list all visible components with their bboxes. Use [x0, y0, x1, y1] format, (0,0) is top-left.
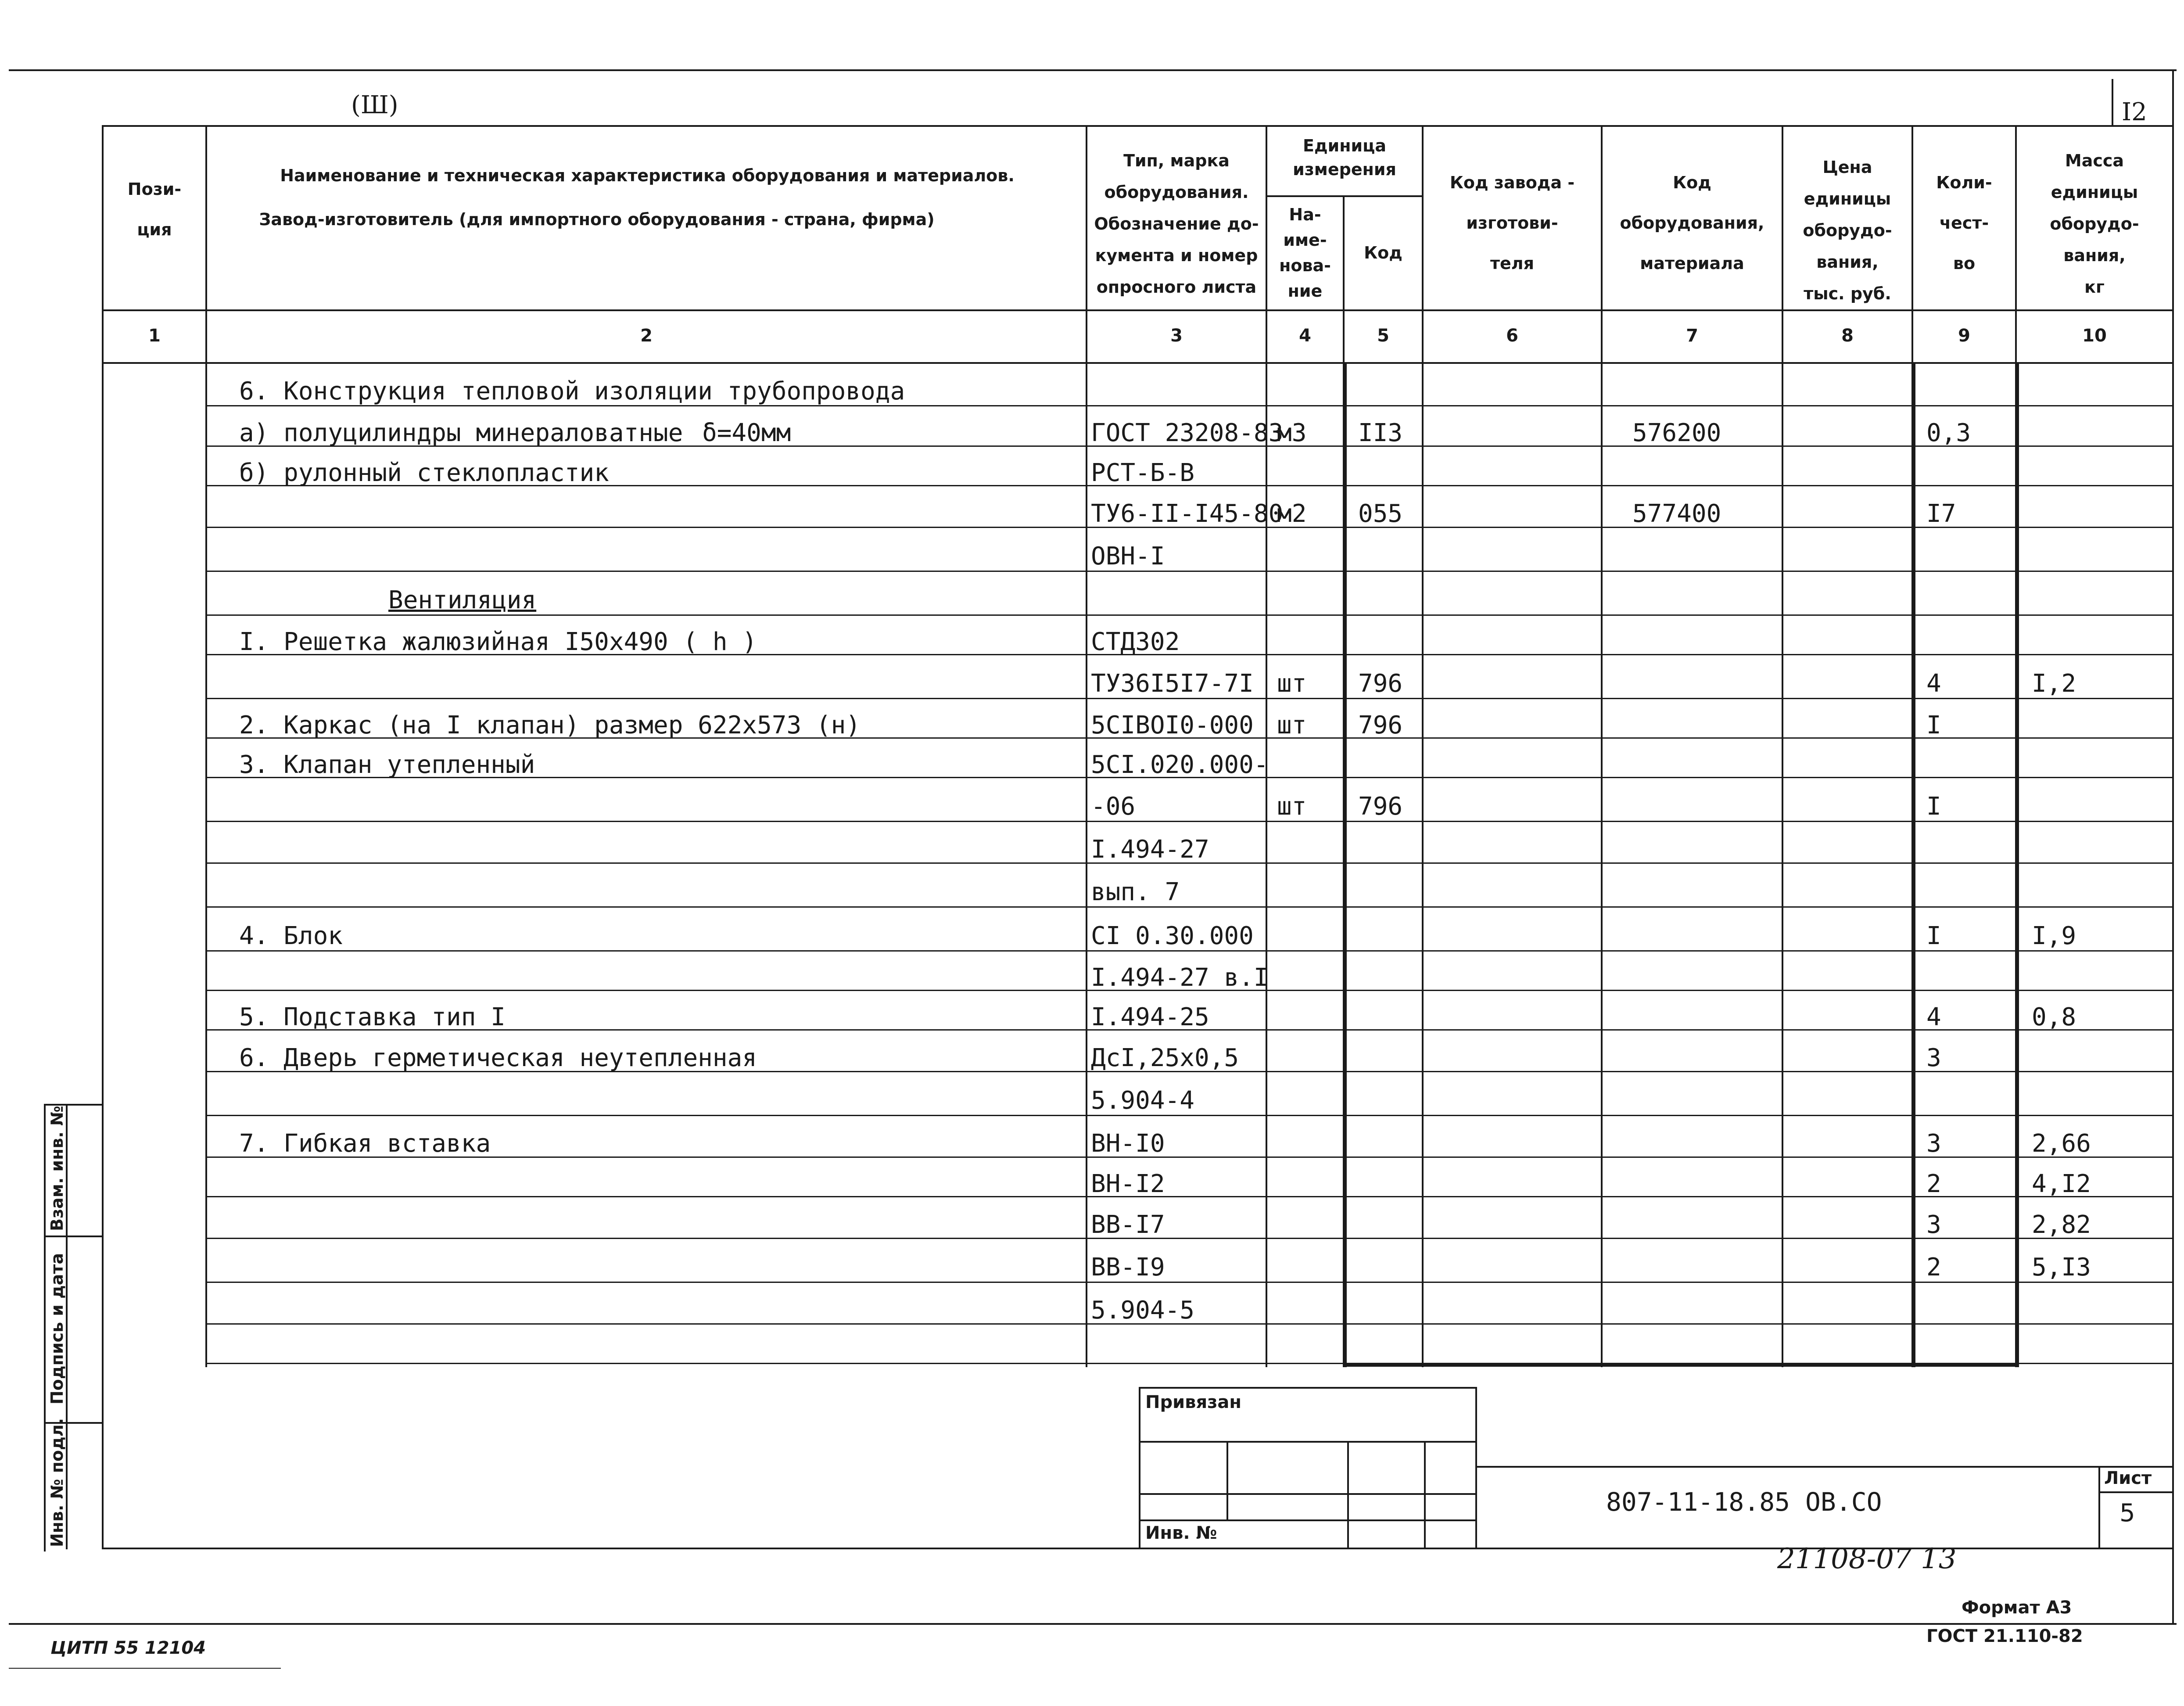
- cell-qty: 2: [1926, 1170, 1941, 1198]
- cell-qty: 4: [1926, 1003, 1941, 1031]
- cell-unit: м3: [1277, 419, 1307, 447]
- cell-name: 6. Дверь герметическая неутепленная: [239, 1044, 757, 1072]
- colnum-5: 5: [1377, 326, 1389, 346]
- footer-gost: ГОСТ 21.110-82: [1926, 1626, 2083, 1646]
- footer-underline: [9, 1668, 281, 1669]
- cell-type: 5CIBOI0-000: [1091, 711, 1254, 740]
- cell-qty: 2: [1926, 1253, 1941, 1282]
- hdr-quantity: Коли- чест- во: [1936, 173, 1992, 273]
- hdr-mass: Масса единицы оборудо- вания, кг: [2050, 151, 2139, 297]
- thick-col5-left: [1343, 362, 1347, 1367]
- stamp-row1: [1139, 1441, 1477, 1443]
- hdr-price: Цена единицы оборудо- вания, тыс. руб.: [1803, 158, 1892, 303]
- cell-type: ВН-I2: [1091, 1170, 1165, 1198]
- stamp-doc-code: 807-11-18.85 ОВ.СО: [1606, 1487, 1882, 1517]
- hdr-factory-code: Код завода - изготови- теля: [1449, 173, 1575, 273]
- stamp-row2: [1139, 1493, 1477, 1495]
- frame-bottom-line: [9, 1623, 2177, 1625]
- cell-qty: I: [1926, 922, 1941, 950]
- hdr-name-line1: Наименование и техническая характеристика оборудования и материалов.: [280, 166, 1015, 185]
- cell-type: -06: [1091, 792, 1136, 821]
- colnum-10: 10: [2082, 326, 2107, 346]
- footer-citp: ЦИТП 55 12104: [50, 1638, 206, 1658]
- colnum-1: 1: [148, 326, 161, 346]
- cell-name: 3. Клапан утепленный: [239, 751, 535, 779]
- cell-name: 5. Подставка тип I: [239, 1003, 506, 1031]
- numbers-bottom: [102, 362, 2172, 364]
- unit-subdivider: [1266, 195, 1422, 197]
- cell-code: 796: [1358, 669, 1403, 698]
- cell-type: ОВН-I: [1091, 542, 1165, 571]
- colnum-9: 9: [1958, 326, 1970, 346]
- section-mark: (Ш): [351, 91, 398, 119]
- row-divider: [205, 571, 2172, 572]
- cell-type: 5.904-4: [1091, 1086, 1195, 1115]
- table-top: [102, 125, 2172, 127]
- cell-mass: 0,8: [2032, 1003, 2076, 1031]
- colnum-2: 2: [640, 326, 653, 346]
- stamp-left: [1139, 1387, 1140, 1548]
- cell-unit: шт: [1277, 792, 1307, 821]
- col6-left: [1422, 362, 1424, 1367]
- cell-type: ГОСТ 23208-83: [1091, 419, 1284, 447]
- row-divider: [205, 1238, 2172, 1239]
- row-divider: [205, 950, 2172, 952]
- side-strip-left: [44, 1104, 46, 1552]
- footer-format: Формат А3: [1962, 1598, 2072, 1618]
- cell-name: 6. Конструкция тепловой изоляции трубопровода: [239, 377, 905, 406]
- side-label-podpis: Подпись и дата: [47, 1253, 67, 1404]
- cell-type: I.494-27: [1091, 835, 1209, 864]
- row-divider: [205, 1196, 2172, 1197]
- cell-code: 796: [1358, 792, 1403, 821]
- row-divider: [205, 821, 2172, 822]
- colnum-7: 7: [1686, 326, 1698, 346]
- colnum-8: 8: [1841, 326, 1854, 346]
- stamp-privyazan-label: Привязан: [1145, 1392, 1242, 1412]
- cell-mat: 576200: [1632, 419, 1721, 447]
- cell-name: 4. Блок: [239, 922, 343, 950]
- row-divider: [205, 1156, 2172, 1158]
- hdr-unit: Единица измерения: [1293, 136, 1396, 179]
- corner-box-left: [2112, 79, 2113, 125]
- stamp-col3: [1424, 1441, 1426, 1548]
- row-divider: [205, 906, 2172, 908]
- row-divider: [205, 1115, 2172, 1116]
- cell-mass: I,9: [2032, 922, 2076, 950]
- cell-name: I. Решетка жалюзийная I50x490 ( h ): [239, 628, 757, 656]
- cell-type: I.494-25: [1091, 1003, 1209, 1031]
- row-divider: [205, 614, 2172, 616]
- cell-mat: 577400: [1632, 499, 1721, 528]
- stamp-list-label: Лист: [2104, 1468, 2152, 1488]
- row-divider: [205, 1282, 2172, 1283]
- side-strip-div1: [44, 1236, 102, 1237]
- cell-qty: 3: [1926, 1044, 1941, 1072]
- colnum-3: 3: [1170, 326, 1183, 346]
- cell-type: РСТ-Б-В: [1091, 459, 1195, 487]
- cell-qty: I7: [1926, 499, 1956, 528]
- cell-code: 796: [1358, 711, 1403, 740]
- cell-unit: шт: [1277, 711, 1307, 740]
- colnum-4: 4: [1299, 326, 1311, 346]
- cell-name: Вентиляция: [388, 586, 537, 614]
- frame-right-line: [2172, 69, 2174, 1623]
- hdr-position: Пози- ция: [127, 180, 182, 239]
- stamp-privyazan-top: [1139, 1387, 1477, 1389]
- cell-type: вып. 7: [1091, 878, 1180, 906]
- cell-qty: 4: [1926, 669, 1941, 698]
- side-label-inv: Инв. № подл.: [47, 1418, 67, 1547]
- cell-qty: 3: [1926, 1129, 1941, 1158]
- thick-col9-right: [2015, 362, 2019, 1367]
- cell-mass: 2,82: [2032, 1210, 2091, 1239]
- hdr-name-line2: Завод-изготовитель (для импортного оборудования - страна, фирма): [259, 210, 935, 229]
- stamp-col2: [1347, 1441, 1349, 1548]
- stamp-inv-label: Инв. №: [1145, 1523, 1217, 1543]
- sheet-corner-number: I2: [2122, 98, 2147, 126]
- frame-top-line: [9, 69, 2177, 71]
- cell-unit: шт: [1277, 669, 1307, 698]
- cell-name: 7. Гибкая вставка: [239, 1129, 491, 1158]
- cell-mass: 4,I2: [2032, 1170, 2091, 1198]
- cell-type: СТД302: [1091, 628, 1180, 656]
- cell-name: б) рулонный стеклопластик: [239, 459, 609, 487]
- cell-type: CI 0.30.000: [1091, 922, 1254, 950]
- hdr-equipment-code: Код оборудования, материала: [1620, 173, 1764, 273]
- cell-type: 5CI.020.000-: [1091, 751, 1269, 779]
- cell-code: 055: [1358, 499, 1403, 528]
- cell-type: ТУ6-II-I45-80: [1091, 499, 1284, 528]
- hdr-unit-name: На- име- нова- ние: [1279, 205, 1331, 301]
- cell-name: 2. Каркас (на I клапан) размер 622x573 (н): [239, 711, 861, 740]
- cell-mass: 5,I3: [2032, 1253, 2091, 1282]
- cell-type: 5.904-5: [1091, 1296, 1195, 1325]
- cell-qty: 0,3: [1926, 419, 1971, 447]
- row-divider: [205, 1363, 2172, 1364]
- side-label-vzam: Взам. инв. №: [47, 1106, 67, 1231]
- cell-qty: I: [1926, 711, 1941, 740]
- stamp-row3: [1139, 1519, 1477, 1521]
- cell-mass: I,2: [2032, 669, 2076, 698]
- cell-qty: I: [1926, 792, 1941, 821]
- hdr-type: Тип, марка оборудования. Обозначение до- кумента и номер опросного листа: [1094, 151, 1259, 297]
- stamp-list-left: [2098, 1466, 2100, 1548]
- cell-unit: м2: [1277, 499, 1307, 528]
- colnum-6: 6: [1506, 326, 1518, 346]
- handwritten-number: 21108-07 13: [1777, 1543, 1957, 1575]
- cell-type: ВВ-I9: [1091, 1253, 1165, 1282]
- cell-type: ДсI,25x0,5: [1091, 1044, 1239, 1072]
- cell-type: ТУ36I5I7-7I: [1091, 669, 1254, 698]
- cell-code: II3: [1358, 419, 1403, 447]
- row-divider: [205, 698, 2172, 699]
- cell-type: I.494-27 в.I: [1091, 963, 1269, 992]
- cell-delta: δ=40мм: [702, 419, 791, 447]
- stamp-doc-top: [1475, 1466, 2173, 1468]
- hdr-unit-code: Код: [1364, 243, 1402, 262]
- cell-mass: 2,66: [2032, 1129, 2091, 1158]
- cell-type: ВН-I0: [1091, 1129, 1165, 1158]
- cell-qty: 3: [1926, 1210, 1941, 1239]
- thick-col8-left: [1911, 362, 1915, 1367]
- stamp-col1: [1226, 1441, 1228, 1520]
- stamp-list-number: 5: [2119, 1499, 2135, 1527]
- cell-name: а) полуцилиндры минераловатные: [239, 419, 683, 447]
- stamp-list-div: [2098, 1491, 2173, 1493]
- cell-type: ВВ-I7: [1091, 1210, 1165, 1239]
